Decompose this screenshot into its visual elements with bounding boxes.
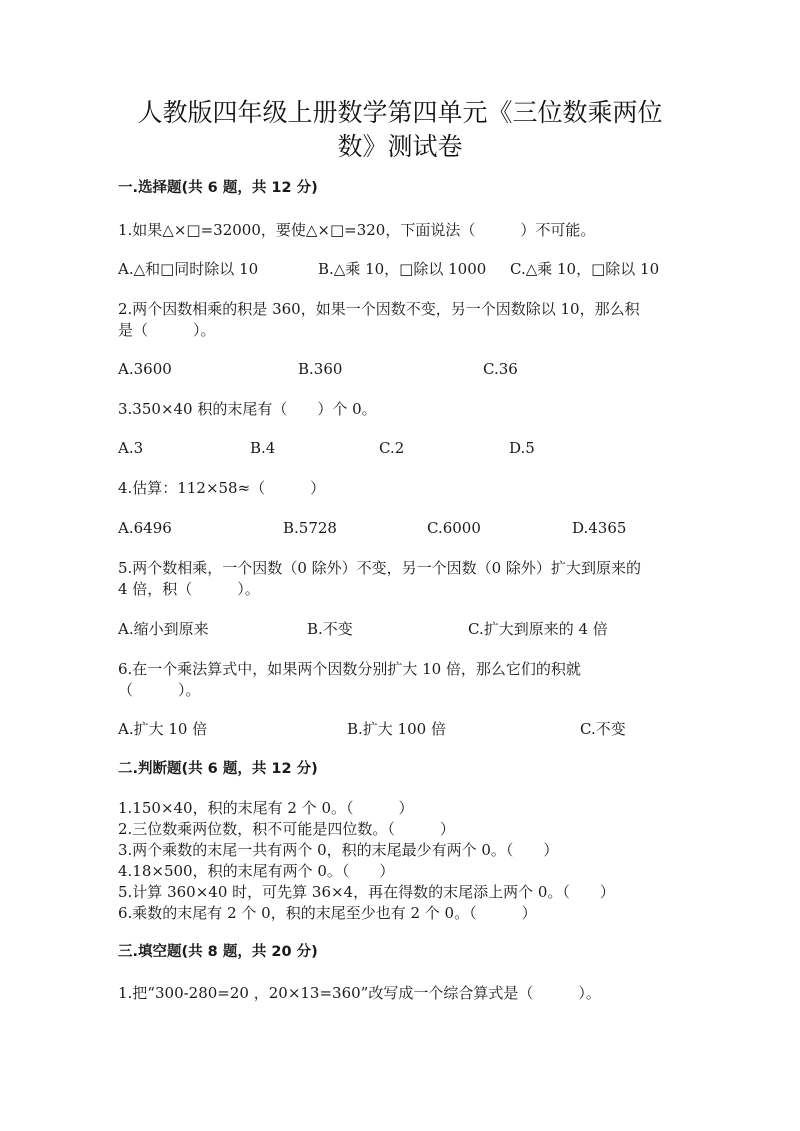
question-5-option-b: B.不变 — [307, 620, 353, 638]
question-3-option-c: C.2 — [379, 439, 405, 457]
title-line-2: 数》测试卷 — [337, 132, 463, 161]
question-5-option-a: A.缩小到原来 — [118, 620, 209, 638]
question-6-stem-line-2: （ ）。 — [118, 681, 201, 699]
question-3-stem: 3.350×40 积的末尾有（ ）个 0。 — [118, 400, 377, 418]
true-false-item-3: 3.两个乘数的末尾一共有两个 0，积的末尾最少有两个 0。（ ） — [118, 841, 559, 859]
question-5-stem-line-1: 5.两个数相乘，一个因数（0 除外）不变，另一个因数（0 除外）扩大到原来的 — [118, 559, 641, 577]
question-2-stem-line-1: 2.两个因数相乘的积是 360，如果一个因数不变，另一个因数除以 10，那么积 — [118, 300, 640, 318]
question-2-stem-line-2: 是（ ）。 — [118, 321, 216, 339]
question-5-stem-line-2: 4 倍，积（ ）。 — [118, 580, 260, 598]
question-5-option-c: C.扩大到原来的 4 倍 — [468, 620, 608, 638]
question-1-option-a: A.△和□同时除以 10 — [118, 260, 259, 278]
question-2-option-a: A.3600 — [118, 360, 172, 378]
question-3-option-a: A.3 — [118, 439, 144, 457]
true-false-item-4: 4.18×500，积的末尾有两个 0。（ ） — [118, 862, 395, 880]
question-4-option-c: C.6000 — [427, 519, 481, 537]
question-6-stem-line-1: 6.在一个乘法算式中，如果两个因数分别扩大 10 倍，那么它们的积就 — [118, 660, 581, 678]
true-false-item-2: 2.三位数乘两位数，积不可能是四位数。（ ） — [118, 820, 455, 838]
section-heading-fill-in: 三.填空题(共 8 题，共 20 分) — [118, 944, 318, 960]
question-4-option-d: D.4365 — [572, 519, 627, 537]
question-6-option-c: C.不变 — [580, 720, 626, 738]
question-2-option-c: C.36 — [483, 360, 518, 378]
true-false-item-5: 5.计算 360×40 时，可先算 36×4，再在得数的末尾添上两个 0。（ ） — [118, 883, 615, 901]
question-1-option-c: C.△乘 10，□除以 10 — [510, 260, 660, 278]
question-6-option-b: B.扩大 100 倍 — [347, 720, 446, 738]
question-3-option-b: B.4 — [250, 439, 276, 457]
question-1-option-b: B.△乘 10，□除以 1000 — [318, 260, 487, 278]
question-4-stem: 4.估算：112×58≈（ ） — [118, 479, 326, 497]
question-6-option-a: A.扩大 10 倍 — [118, 720, 208, 738]
question-1-stem: 1.如果△×□=32000，要使△×□=320，下面说法（ ）不可能。 — [118, 221, 596, 239]
true-false-item-6: 6.乘数的末尾有 2 个 0，积的末尾至少也有 2 个 0。（ ） — [118, 904, 537, 922]
exam-title — [100, 96, 700, 164]
question-2-option-b: B.360 — [298, 360, 343, 378]
question-3-option-d: D.5 — [509, 439, 535, 457]
section-heading-multiple-choice: 一.选择题(共 6 题，共 12 分) — [118, 180, 318, 196]
fill-in-question-1: 1.把“300-280=20 ，20×13=360”改写成一个综合算式是（ ）。 — [118, 984, 601, 1002]
question-4-option-a: A.6496 — [118, 519, 172, 537]
section-heading-true-false: 二.判断题(共 6 题，共 12 分) — [118, 761, 318, 777]
title-line-1: 人教版四年级上册数学第四单元《三位数乘两位 — [137, 98, 663, 127]
question-4-option-b: B.5728 — [283, 519, 337, 537]
true-false-item-1: 1.150×40，积的末尾有 2 个 0。（ ） — [118, 799, 414, 817]
